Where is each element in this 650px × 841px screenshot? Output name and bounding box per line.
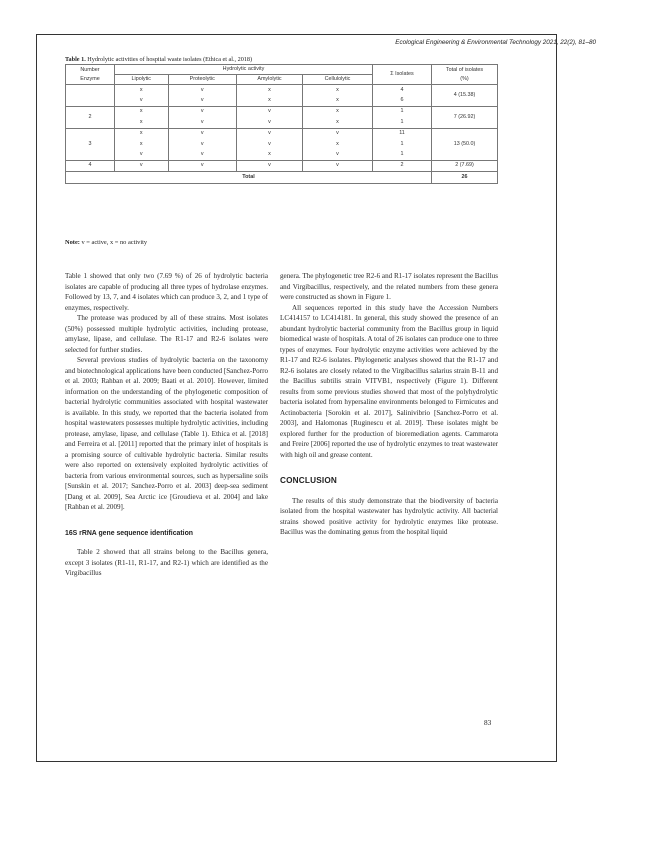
table-row <box>66 160 498 171</box>
table-caption-label: Table 1. <box>65 56 86 63</box>
cell-activity: v <box>115 149 169 160</box>
cell-activity: v <box>168 160 236 171</box>
cell-number <box>66 85 115 107</box>
cell-activity: v <box>168 117 236 128</box>
cell-activity: x <box>236 149 302 160</box>
cell-number: 3 <box>66 128 115 160</box>
cell-isolates: 4 <box>373 85 432 96</box>
cell-activity: v <box>168 128 236 139</box>
cell-activity: x <box>115 85 169 96</box>
subheader-cellulolytic: Cellulolytic <box>303 75 373 85</box>
cell-activity: x <box>303 139 373 149</box>
header-hydrolytic-activity: Hydrolytic activity <box>115 65 373 75</box>
note-text: v = active, x = no activity <box>81 239 148 246</box>
cell-activity: v <box>236 160 302 171</box>
cell-activity: v <box>236 106 302 117</box>
hydrolytic-activity-table <box>65 64 498 184</box>
cell-activity: x <box>303 85 373 96</box>
cell-isolates: 1 <box>373 106 432 117</box>
header-enzyme: Enzyme <box>80 75 100 82</box>
cell-activity: x <box>115 106 169 117</box>
cell-activity: v <box>115 160 169 171</box>
journal-header: Ecological Engineering & Environmental Technology 2021, 22(2), 81–80 <box>395 39 596 46</box>
cell-activity: v <box>168 149 236 160</box>
cell-activity: v <box>168 139 236 149</box>
cell-activity: v <box>168 95 236 106</box>
left-paragraph-1: Table 1 showed that only two (7.69 %) of 26 of hydrolytic bacteria isolates are capable of producing all three types of hydrolase enzymes. Followed by 13, 7, and 4 isolates which can produce 3, 2, and 1 type of enzymes, respectively. <box>65 272 268 312</box>
right-paragraph-2: All sequences reported in this study have the Accession Numbers LC414157 to LC414181. In general, this study showed the presence of an abundant hydrolytic bacterial community from the Bacillus group in liquid biomedical waste of hospitals. A total of 26 isolates can produce one to three types of enzymes. Four hydrolytic enzyme activities were achieved by the R1-17 and R2-6 isolates. Phylogenetic analyses showed that the R1-17 and R2-6 isolates are closely related to the Virgibacillus salarius strain B-11 and the Bacillus subtilis strain VITVB1, respectively (Figure 1). Different results from some previous studies showed that most of the polyhydrolytic bacteria isolated from hypersaline environments belonged to Firmicutes and Actinobacteria [Sorokin et al. 2017], Salinivibrio [Sanchez-Porro et al. 2003], and Halomonas [Ruginescu et al. 2019]. These isolates might be explored further for the production of bioremediation agents. Cammarota and Freire [2006] reported the use of hydrolytic enzymes to treat wastewater with high oil and grease content. <box>280 303 498 459</box>
cell-isolates: 2 <box>373 160 432 171</box>
cell-activity: v <box>115 95 169 106</box>
left-paragraph-2: The protease was produced by all of these strains. Most isolates (50%) possessed multiple hydrolytic activities, including protease, amylase, lipase, and cellulase. The R1-17 and R2-6 isolates were selected for further studies. <box>65 314 268 354</box>
cell-total: 7 (26.92) <box>432 106 498 128</box>
header-total-line2: (%) <box>460 75 469 82</box>
subheader-amylolytic: Amylolytic <box>236 75 302 85</box>
cell-activity: v <box>236 117 302 128</box>
table-body <box>66 85 498 184</box>
cell-number: 4 <box>66 160 115 171</box>
total-value: 26 <box>432 172 498 183</box>
section-heading-16s: 16S rRNA gene sequence identification <box>65 529 194 537</box>
cell-activity: v <box>303 160 373 171</box>
cell-activity: x <box>303 95 373 106</box>
cell-activity: x <box>115 128 169 139</box>
cell-isolates: 1 <box>373 149 432 160</box>
cell-activity: x <box>236 85 302 96</box>
cell-activity: x <box>236 95 302 106</box>
right-paragraph-1: genera. The phylogenetic tree R2-6 and R1-17 isolates represent the Bacillus and Virgibacillus, respectively, and the related numbers from these genera were constructed as shown in Figure 1. <box>280 272 498 301</box>
cell-activity: v <box>303 128 373 139</box>
page-number: 83 <box>484 718 492 727</box>
cell-isolates: 11 <box>373 128 432 139</box>
subheader-proteolytic: Proteolytic <box>168 75 236 85</box>
cell-total: 2 (7.69) <box>432 160 498 171</box>
cell-total: 4 (15.38) <box>432 85 498 107</box>
section-heading-conclusion: CONCLUSION <box>280 476 338 485</box>
right-column <box>280 271 498 538</box>
cell-activity: v <box>303 149 373 160</box>
header-isolates: Σ Isolates <box>373 65 432 85</box>
cell-isolates: 1 <box>373 139 432 149</box>
table-note <box>65 239 147 246</box>
header-total-line1: Total of isolates <box>445 66 484 73</box>
cell-number: 2 <box>66 106 115 128</box>
left-paragraph-4: Table 2 showed that all strains belong to the Bacillus genera, except 3 isolates (R1-11, R1-17, and R2-1) which are identified as the Virgibacillus <box>65 548 268 577</box>
left-column <box>65 271 268 579</box>
cell-total: 13 (50.0) <box>432 128 498 160</box>
left-paragraph-3: Several previous studies of hydrolytic bacteria on the taxonomy and biotechnological applications have been conducted [Sanchez-Porro et al. 2003; Rahban et al. 2009; Baati et al. 2010]. However, limited information on the understanding of the phylogenetic composition of bacterial hydrolytic communities associated with hospital wastewater is available. In this study, we reported that the bacteria isolated from hospital wastewaters possesses multiple hydrolytic activities, including protease, amylase, lipase, and cellulase (Table 1). Ethica et al. [2018] and Ferreira et al. [2011] reported that the primary inlet of hospitals is a promising source of cultivable hydrolytic bacteria. Similar results were also reported on extensively exploited hydrolytic activities of bacteria from various environmental sources, such as hypersaline soils [Sunskin et al. 2017; Sanchez-Porro et al. 2003] deep-sea sediment [Dang et al. 2009], Sea Arctic ice [Groudieva et al. 2004] and lake [Rahban et al. 2009]. <box>65 356 268 511</box>
table-row <box>66 106 498 117</box>
table-row <box>66 85 498 96</box>
table-caption <box>65 56 495 63</box>
cell-activity: x <box>303 117 373 128</box>
cell-activity: x <box>115 139 169 149</box>
cell-activity: v <box>168 106 236 117</box>
header-number: Number <box>80 66 100 73</box>
table-caption-text: Hydrolytic activities of hospital waste isolates (Ethica et al., 2018) <box>87 56 253 63</box>
cell-isolates: 6 <box>373 95 432 106</box>
cell-activity: x <box>115 117 169 128</box>
total-label: Total <box>66 172 432 183</box>
cell-activity: v <box>236 128 302 139</box>
cell-activity: v <box>168 85 236 96</box>
cell-isolates: 1 <box>373 117 432 128</box>
header-number-enzyme <box>66 65 115 85</box>
note-label: Note: <box>65 239 80 246</box>
right-paragraph-3: The results of this study demonstrate that the biodiversity of bacteria isolated from the hospital wastewater has hydrolytic activity. All bacterial strains showed positive activity for hydrolytic enzymes like protease. Bacillus was the dominating genus from the hospital liquid <box>280 496 498 536</box>
subheader-lipolytic: Lipolytic <box>115 75 169 85</box>
table-total-row <box>66 172 498 183</box>
table-row <box>66 128 498 139</box>
cell-activity: x <box>303 106 373 117</box>
header-total-isolates <box>432 65 498 85</box>
cell-activity: v <box>236 139 302 149</box>
